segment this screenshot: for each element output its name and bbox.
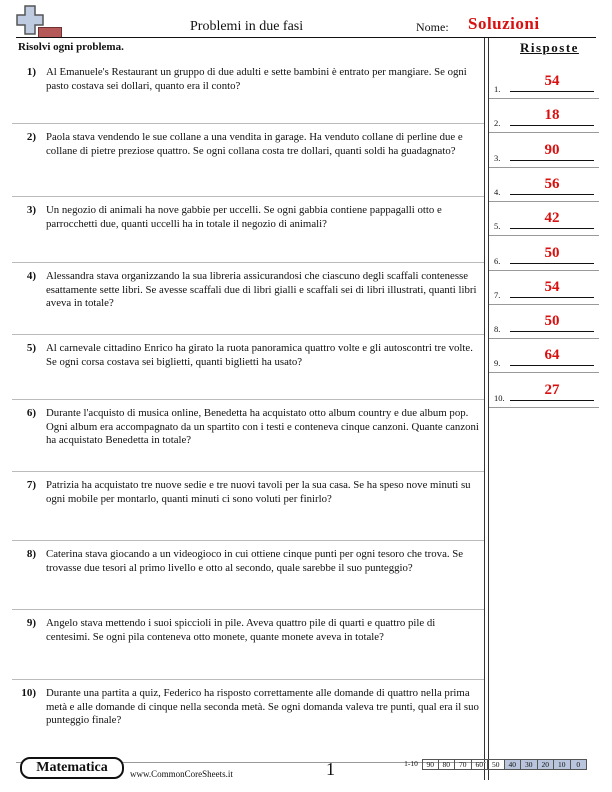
score-cell: 20	[538, 759, 555, 770]
problem-divider	[12, 399, 484, 400]
problem-text: Alessandra stava organizzando la sua libreria assicurandosi che ciascuno degli scaffali contenesse esattamente sette libri. Se avesse scaffali due di libri gialli e scaffali sei di libri illustrati, quanti libri aveva in totale?	[46, 270, 477, 309]
problem-divider	[12, 196, 484, 197]
answer-item	[494, 304, 598, 334]
problem-text: Durante una partita a quiz, Federico ha risposto correttamente alle domande di quattro nella prima metà e alle domande di cinque nella seconda metà. Se ogni domanda valeva tre punti, qual era il suo punteggio finale?	[46, 687, 479, 726]
answer-column-divider-inner	[488, 38, 489, 780]
answer-value: 54	[544, 73, 560, 89]
answer-line	[510, 91, 594, 92]
answer-number: 1.	[494, 84, 501, 94]
problem-text: Al carnevale cittadino Enrico ha girato la ruota panoramica quattro volte e gli autoscontri tre volte. Se ogni corsa costava sei biglietti, quanti biglietti ha usato?	[46, 342, 473, 368]
score-cell: 30	[521, 759, 538, 770]
problem-text: Durante l'acquisto di musica online, Benedetta ha acquistato otto album country e due album pop. Ogni album era accompagnato da un spartito con i testi e conteneva cinque canzoni. Quante canzoni ha acquistato Benedetta in totale?	[46, 407, 479, 446]
header-divider	[16, 37, 596, 38]
problem-text: Un negozio di animali ha nove gabbie per uccelli. Se ogni gabbia contiene pappagalli otto e parrocchetti due, quanti uccelli ha in totale il negozio di animali?	[46, 204, 442, 230]
answer-item	[494, 64, 598, 94]
answers-title: Risposte	[520, 40, 579, 55]
answer-item	[494, 236, 598, 266]
answer-line	[510, 125, 594, 126]
problem-number: 10)	[21, 687, 36, 699]
score-cell: 90	[422, 759, 439, 770]
answer-line	[510, 365, 594, 366]
answer-item	[494, 201, 598, 231]
answer-column-divider	[484, 38, 485, 780]
problem-number: 5)	[26, 342, 36, 354]
answer-line	[510, 160, 594, 161]
answer-value: 64	[544, 347, 560, 364]
answer-value: 54	[544, 278, 560, 295]
problem-divider	[12, 609, 484, 610]
problem-number: 9)	[26, 617, 36, 629]
answer-value: 18	[544, 107, 560, 124]
problem-number: 6)	[26, 407, 36, 419]
name-label: Nome:	[416, 20, 449, 34]
answer-item	[494, 167, 598, 197]
answer-number: 6.	[494, 255, 501, 266]
problem-number: 2)	[26, 131, 36, 143]
problem-number: 8)	[26, 548, 36, 560]
problem-number: 1)	[26, 66, 36, 78]
problem-divider	[12, 334, 484, 335]
answer-value: 27	[544, 381, 560, 398]
score-cell: 50	[488, 759, 505, 770]
answer-line	[510, 400, 594, 401]
answer-number: 8.	[494, 324, 501, 335]
problem-divider	[12, 471, 484, 472]
score-cell: 60	[472, 759, 489, 770]
answer-line	[510, 331, 594, 332]
answer-item	[494, 133, 598, 163]
problem-number: 7)	[26, 479, 36, 491]
instructions: Risolvi ogni problema.	[18, 41, 124, 53]
answer-item	[494, 270, 598, 300]
site-url: www.CommonCoreSheets.it	[130, 769, 233, 779]
answer-number: 3.	[494, 152, 501, 163]
score-cell: 70	[455, 759, 472, 770]
answer-value: 56	[544, 175, 560, 192]
problem-divider	[12, 540, 484, 541]
answer-number: 4.	[494, 186, 501, 197]
score-cell: 0	[571, 759, 588, 770]
answer-line	[510, 194, 594, 195]
score-cell: 80	[439, 759, 456, 770]
problem-text: Paola stava vendendo le sue collane a una vendita in garage. Ha venduto collane di perline due e collane di pietre preziose quattro. Se ogni collana costa tre dollari, quanti soldi ha guadagnato?	[46, 131, 463, 157]
answer-number: 5.	[494, 221, 501, 232]
answer-line	[510, 228, 594, 229]
score-cell: 40	[505, 759, 522, 770]
answer-value: 50	[544, 244, 560, 261]
brand-badge: Matematica	[20, 757, 124, 779]
answer-number: 10.	[494, 392, 505, 403]
score-range-label: 1-10	[404, 759, 418, 768]
page-number: 1	[326, 759, 335, 779]
answer-number: 9.	[494, 358, 501, 369]
problem-text: Angelo stava mettendo i suoi spiccioli in pile. Aveva quattro pile di quarti e quattro pile di centesimi. Se ogni pila conteneva otto monete, quante monete aveva in totale?	[46, 617, 436, 643]
answer-number: 7.	[494, 289, 501, 300]
problem-text: Al Emanuele's Restaurant un gruppo di due adulti e sette bambini è entrato per mangiare. Se ogni pasto costava sei dollari, quanto era il conto?	[46, 66, 467, 92]
answer-line	[510, 297, 594, 298]
answer-value: 90	[544, 141, 560, 158]
problem-divider	[12, 123, 484, 124]
answer-value: 50	[544, 313, 560, 330]
answer-number: 2.	[494, 118, 501, 129]
answer-item	[494, 98, 598, 128]
answer-line	[510, 263, 594, 264]
problem-number: 4)	[26, 270, 36, 282]
name-value: Soluzioni	[468, 14, 540, 33]
score-cell: 10	[554, 759, 571, 770]
problem-number: 3)	[26, 204, 36, 216]
answer-value: 42	[544, 210, 560, 227]
answer-divider	[489, 407, 599, 408]
score-table	[400, 759, 587, 770]
worksheet-title: Problemi in due fasi	[190, 19, 304, 34]
problem-divider	[12, 679, 484, 680]
answer-item	[494, 338, 598, 368]
answer-item	[494, 373, 598, 403]
problem-divider	[12, 262, 484, 263]
worksheet-logo	[16, 5, 60, 37]
problem-text: Caterina stava giocando a un videogioco in cui ottiene cinque punti per ogni tesoro che trova. Se trovasse due tesori al primo livello e otto al secondo, quale sarebbe il suo punteggio?	[46, 548, 464, 574]
problem-text: Patrizia ha acquistato tre nuove sedie e tre nuovi tavoli per la sua casa. Se ha speso nove minuti su ogni mobile per montarlo, quanti minuti ci sono voluti per finirlo?	[46, 479, 471, 505]
